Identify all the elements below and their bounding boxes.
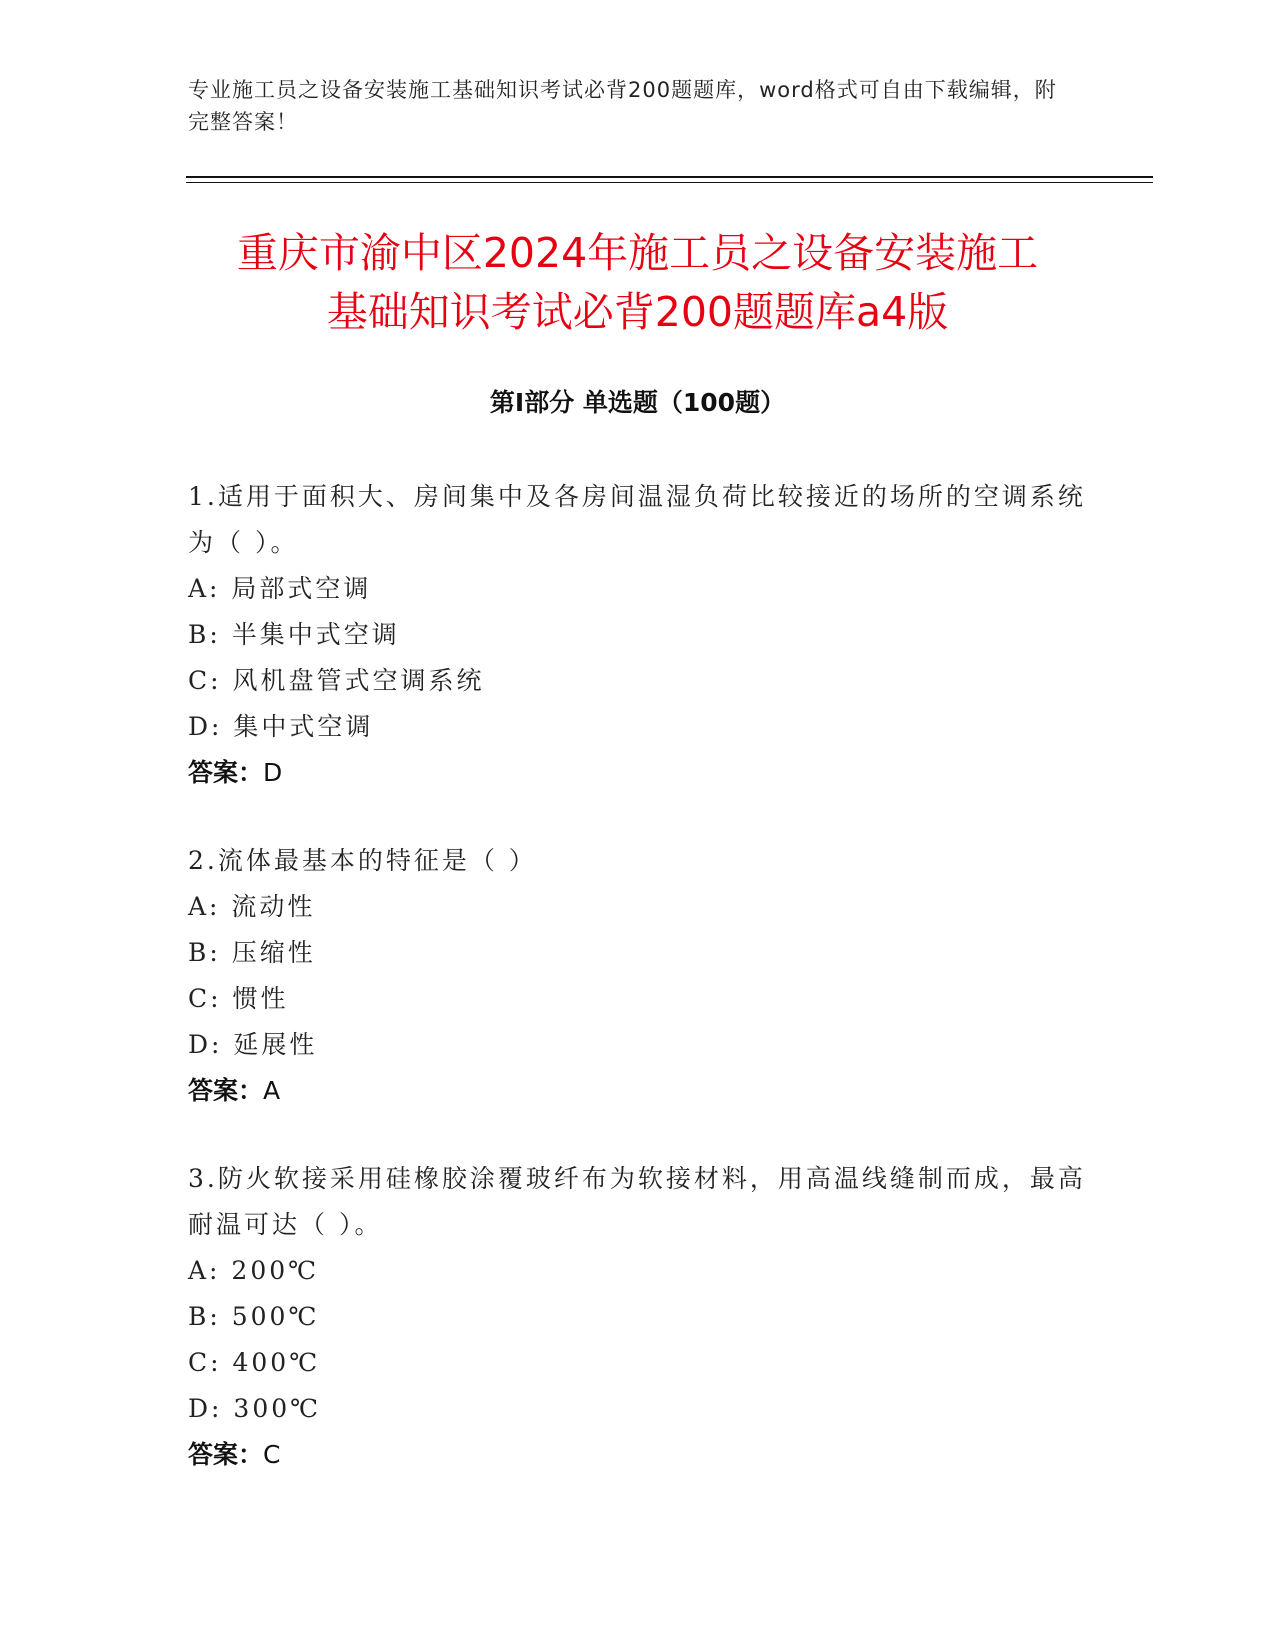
document-title — [120, 224, 1155, 342]
question-option: D: 集中式空调 — [188, 712, 374, 741]
question-option: A: 200℃ — [188, 1256, 320, 1285]
question-stem: 1.适用于面积大、房间集中及各房间温湿负荷比较接近的场所的空调系统为（ ）。 — [188, 482, 1086, 557]
question-option: C: 风机盘管式空调系统 — [188, 666, 485, 695]
document-title-line-2: 基础知识考试必背200题题库a4版 — [326, 288, 949, 336]
question-option: C: 惯性 — [188, 984, 289, 1013]
question-option: C: 400℃ — [188, 1348, 321, 1377]
header-rule-thick — [186, 176, 1153, 178]
answer-label: 答案： — [188, 758, 264, 787]
question-option: B: 半集中式空调 — [188, 620, 400, 649]
question-item — [188, 474, 1088, 796]
section-title: 第Ⅰ部分 单选题（100题） — [489, 388, 786, 417]
document-title-line-1: 重庆市渝中区2024年施工员之设备安装施工 — [236, 229, 1039, 277]
answer-label: 答案： — [188, 1440, 264, 1469]
header-rule-thin — [186, 182, 1153, 183]
question-answer — [188, 750, 1088, 796]
question-answer — [188, 1068, 1088, 1114]
question-option: D: 延展性 — [188, 1030, 318, 1059]
question-answer — [188, 1432, 1088, 1478]
question-option: D: 300℃ — [188, 1394, 322, 1423]
question-option: B: 500℃ — [188, 1302, 320, 1331]
answer-value: D — [263, 758, 283, 787]
question-option: A: 局部式空调 — [188, 574, 372, 603]
question-item — [188, 1156, 1088, 1478]
answer-value: A — [263, 1076, 281, 1105]
question-stem: 3.防火软接采用硅橡胶涂覆玻纤布为软接材料，用高温线缝制而成，最高耐温可达（ ）。 — [188, 1164, 1086, 1239]
answer-label: 答案： — [188, 1076, 264, 1105]
answer-value: C — [263, 1440, 281, 1469]
header-note: 专业施工员之设备安装施工基础知识考试必背200题题库，word格式可自由下载编辑，附完整答案！ — [188, 78, 1057, 134]
question-option: B: 压缩性 — [188, 938, 316, 967]
question-stem: 2.流体最基本的特征是（ ） — [188, 846, 537, 875]
question-list — [188, 474, 1088, 1520]
question-option: A: 流动性 — [188, 892, 316, 921]
question-item — [188, 838, 1088, 1114]
